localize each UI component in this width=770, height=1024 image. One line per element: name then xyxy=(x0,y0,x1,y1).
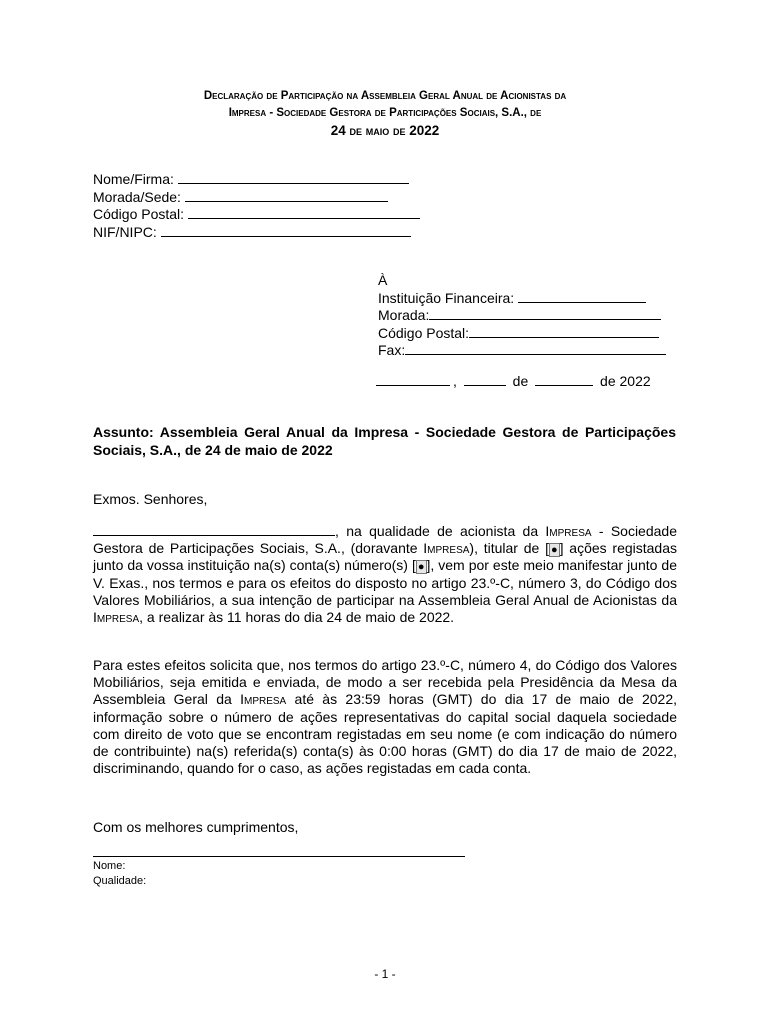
date-day-field[interactable] xyxy=(464,374,506,386)
p1-text-3: ), titular de [ xyxy=(469,540,549,557)
recipient-address-label: Morada: xyxy=(378,307,430,323)
recipient-postal-field[interactable] xyxy=(469,325,659,338)
sender-name-field[interactable] xyxy=(178,171,409,184)
recipient-institution-field[interactable] xyxy=(518,290,646,303)
recipient-fax-field[interactable] xyxy=(405,342,666,355)
sender-block xyxy=(93,171,420,241)
paragraph-1 xyxy=(93,523,677,626)
sender-address-field[interactable] xyxy=(185,189,388,202)
recipient-institution-label: Instituição Financeira: xyxy=(378,289,515,306)
sender-nif-field[interactable] xyxy=(161,224,411,237)
p1-impresa-1: Impresa xyxy=(545,523,592,539)
recipient-address-field[interactable] xyxy=(429,307,661,320)
date-year: de 2022 xyxy=(600,373,651,389)
p1-text-5: ], vem por este meio manifestar junto de V. Exas., nos termos e para os efeitos do disposto no artigo 23.º-C, número 3, do Código dos Valores Mobiliários, a sua intenção de participar na Assembleia Geral Anual de Acionistas da xyxy=(93,557,677,608)
p2-text-2: até às 23:59 horas (GMT) do dia 17 de maio de 2022, informação sobre o número de ações representativas do capital social daquela sociedade com direito de voto que se encontram registadas em seu nome (e com indicação do número de contribuinte) na(s) referida(s) conta(s) às 0:00 horas (GMT) do dia 17 de maio de 2022, discriminando, quando for o caso, as ações registadas em cada conta. xyxy=(93,691,678,777)
recipient-postal-label: Código Postal: xyxy=(378,324,470,341)
p2-impresa: Impresa xyxy=(240,691,287,708)
shareholder-name-field[interactable] xyxy=(93,523,335,536)
sender-address-label: Morada/Sede: xyxy=(93,188,181,205)
signature-role-label: Qualidade: xyxy=(93,875,147,887)
recipient-fax-label: Fax: xyxy=(378,342,406,358)
signature-name-label: Nome: xyxy=(93,860,126,872)
recipient-block xyxy=(378,272,666,360)
title-line-1: Declaração de Participação na Assembleia Geral Anual de Acionistas da xyxy=(203,90,567,102)
date-line xyxy=(376,373,651,389)
subject-line: Assunto: Assembleia Geral Anual da Impresa - Sociedade Gestora de Participações Sociais, S.A., de 24 de maio de 2022 xyxy=(93,424,676,458)
paragraph-2 xyxy=(93,657,677,777)
title-line-2: Impresa - Sociedade Gestora de Participações Sociais, S.A., de xyxy=(228,107,542,119)
sender-postal-label: Código Postal: xyxy=(93,206,185,222)
closing: Com os melhores cumprimentos, xyxy=(93,819,299,835)
signature-line[interactable] xyxy=(93,856,465,857)
date-month-field[interactable] xyxy=(535,374,593,386)
p1-text-6: , a realizar às 11 horas do dia 24 de maio de 2022. xyxy=(139,609,455,626)
date-comma: , xyxy=(453,373,457,389)
sender-nif-label: NIF/NIPC: xyxy=(93,223,157,240)
recipient-to: À xyxy=(378,272,388,288)
title-line-3: 24 de maio de 2022 xyxy=(330,123,440,138)
date-place-field[interactable] xyxy=(376,374,450,386)
document-title xyxy=(80,88,690,139)
sender-postal-field[interactable] xyxy=(188,206,420,219)
page-number: - 1 - xyxy=(374,967,396,981)
sender-name-label: Nome/Firma: xyxy=(93,171,174,187)
p1-text-4: ] ações registadas junto da vossa instituição na(s) conta(s) número(s) [ xyxy=(93,540,677,574)
shares-placeholder[interactable]: ● xyxy=(550,544,558,557)
date-de-1: de xyxy=(512,373,529,389)
p1-impresa-3: Impresa xyxy=(93,609,140,626)
p1-text-1: , na qualidade de acionista da xyxy=(335,523,546,539)
greeting: Exmos. Senhores, xyxy=(93,491,208,507)
p1-impresa-2: Impresa xyxy=(423,540,470,557)
p1-text-2: - Sociedade Gestora de Participações Sociais, S.A., (doravante xyxy=(93,523,677,557)
account-placeholder[interactable]: ● xyxy=(417,561,425,574)
p2-text-1: Para estes efeitos solicita que, nos termos do artigo 23.º-C, número 4, do Código dos Valores Mobiliários, seja emitida e enviada, de modo a ser recebida pela Presidência da Mesa da Assembleia Geral da xyxy=(93,657,677,708)
